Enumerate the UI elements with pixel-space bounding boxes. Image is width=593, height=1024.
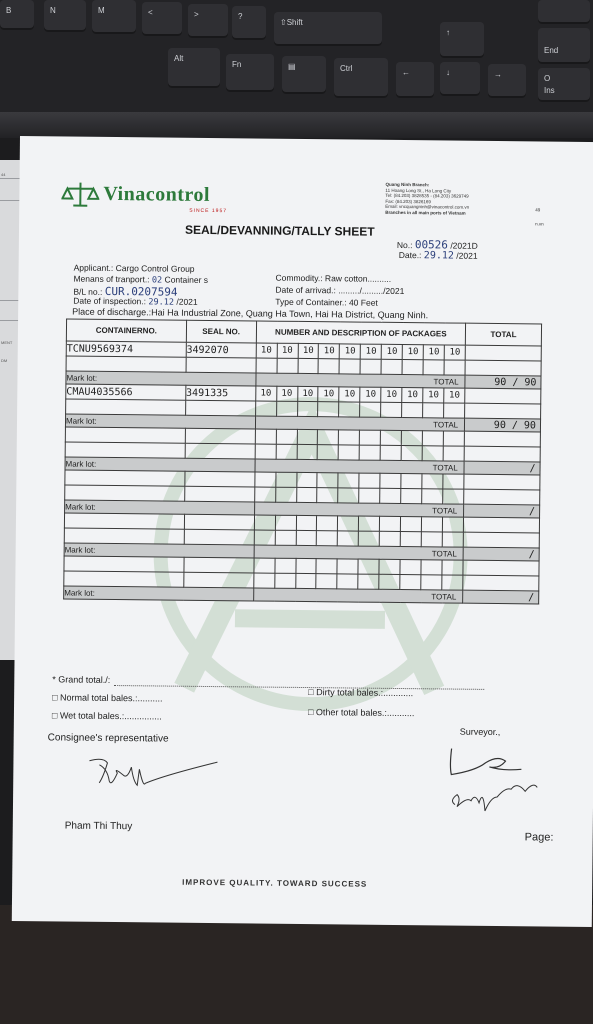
package-count [275, 472, 296, 487]
package-count [276, 429, 297, 444]
package-count [442, 560, 463, 575]
package-count [380, 473, 401, 488]
blank-cell [381, 402, 402, 417]
mark-lot-label: Mark lot: [65, 414, 255, 429]
package-count [296, 515, 317, 530]
blank-cell [359, 488, 380, 503]
blank-cell [64, 528, 184, 544]
header-container-no: CONTAINERNO. [66, 319, 186, 342]
date-label: Date.: [398, 249, 422, 261]
blank-cell [319, 359, 340, 374]
package-count: 10 [361, 344, 382, 359]
row-total: / [463, 590, 539, 604]
blank-cell [421, 575, 442, 590]
blank-cell [275, 487, 296, 502]
package-count [338, 516, 359, 531]
blank-cell [464, 489, 540, 505]
blank-cell [337, 574, 358, 589]
row-total: / [464, 461, 540, 475]
package-count [317, 473, 338, 488]
branch-line: Branches in all main ports of Vietnam [385, 209, 466, 216]
seal-number [185, 471, 255, 487]
key-b: B [0, 0, 34, 30]
total-label: TOTAL [256, 373, 466, 388]
blank-cell [339, 445, 360, 460]
wet-bales: □ Wet total bales.:............... [51, 710, 162, 722]
package-count: 10 [276, 386, 297, 401]
package-count [358, 559, 379, 574]
blank-cell [297, 444, 318, 459]
no-suffix: /2021D [450, 240, 478, 251]
package-count: 10 [297, 386, 318, 401]
blank-cell [253, 573, 274, 588]
container-number: TCNU9569374 [66, 341, 186, 357]
package-count [381, 430, 402, 445]
container-type: Type of Container.: 40 Feet [275, 296, 378, 308]
row-total: 90 / 90 [465, 375, 541, 389]
branch-info [385, 182, 469, 216]
package-count [421, 560, 442, 575]
strip-text: MENT [1, 340, 13, 345]
package-count: 10 [444, 388, 465, 403]
blank-cell [465, 360, 541, 376]
package-count: 10 [256, 343, 277, 358]
package-count [401, 474, 422, 489]
inspection-label: Date of inspection.: [73, 295, 147, 307]
package-count: 10 [340, 344, 361, 359]
package-count [402, 431, 423, 446]
blank-cell [465, 403, 541, 419]
consignee-representative: Consignee's representative [47, 732, 169, 745]
key-menu: ▤ [282, 56, 326, 94]
package-count [338, 473, 359, 488]
blank-cell [65, 485, 185, 501]
blank-cell [317, 531, 338, 546]
no-label: No.: [396, 239, 413, 251]
consignee-name: Pham Thi Thuy [64, 820, 133, 833]
package-count [360, 430, 381, 445]
seal-number [184, 557, 254, 573]
blank-cell [338, 488, 359, 503]
branch-line: Quang Ninh Branch: [385, 181, 430, 188]
branch-line: 11 Hoang Long St., Ha Long City [385, 187, 452, 194]
blank-cell [358, 574, 379, 589]
key-top-right [538, 0, 590, 24]
total-label: TOTAL [255, 416, 465, 431]
blank-cell [400, 575, 421, 590]
seal-number: 3491335 [185, 385, 255, 401]
page-label: Page: [524, 831, 554, 844]
brand-since: SINCE 1957 [189, 207, 228, 215]
row-total: 90 / 90 [465, 418, 541, 432]
blank-cell [256, 358, 277, 373]
blank-cell [275, 530, 296, 545]
blank-cell [380, 531, 401, 546]
package-count [317, 516, 338, 531]
container-number: CMAU4035566 [66, 384, 186, 400]
package-count [295, 558, 316, 573]
key-end: End [538, 28, 590, 64]
mark-lot-label: Mark lot: [64, 586, 254, 601]
blank-cell [443, 446, 464, 461]
key-comma: < [142, 2, 182, 36]
commodity: Commodity.: Raw cotton.......... [275, 272, 392, 284]
mark-lot-label: Mark lot: [66, 371, 256, 386]
mark-lot-label: Mark lot: [64, 543, 254, 558]
package-count [443, 474, 464, 489]
strip-text: 44 [1, 172, 6, 177]
package-count [337, 559, 358, 574]
package-count [380, 516, 401, 531]
normal-bales: □ Normal total bales.:.......... [52, 692, 163, 704]
applicant: Applicant.: Cargo Control Group [73, 262, 195, 274]
container-number [65, 427, 185, 443]
blank-cell [442, 532, 463, 547]
key-fn: Fn [226, 54, 274, 92]
blank-cell [401, 532, 422, 547]
blank-cell [277, 358, 298, 373]
blank-cell [360, 402, 381, 417]
blank-cell [276, 401, 297, 416]
key-n: N [44, 0, 86, 32]
total-label: TOTAL [253, 588, 463, 603]
row-total: / [463, 547, 539, 561]
package-count [318, 430, 339, 445]
row-extra-cell [464, 517, 540, 533]
package-count [422, 517, 443, 532]
date-suffix: /2021 [456, 250, 478, 261]
dirty-bales: □ Dirty total bales.:............ [308, 687, 414, 699]
blank-cell [66, 356, 186, 372]
other-bales: □ Other total bales.:........... [307, 707, 415, 719]
blank-cell [318, 402, 339, 417]
container-number [65, 470, 185, 486]
key-ins: O Ins [538, 68, 590, 102]
package-count: 10 [402, 388, 423, 403]
date-value: 29.12 [423, 250, 454, 262]
package-count [255, 429, 276, 444]
surveyor-label: Surveyor., [459, 726, 501, 738]
package-count [297, 429, 318, 444]
blank-cell [65, 442, 185, 458]
blank-cell [379, 574, 400, 589]
total-label: TOTAL [255, 459, 465, 474]
package-count [359, 516, 380, 531]
row-extra-cell [464, 474, 540, 490]
blank-cell [422, 489, 443, 504]
package-count [443, 431, 464, 446]
row-total: / [464, 504, 540, 518]
package-count: 10 [298, 343, 319, 358]
blank-cell [255, 401, 276, 416]
mark-lot-label: Mark lot: [65, 457, 255, 472]
total-label: TOTAL [254, 502, 464, 517]
package-count: 10 [318, 387, 339, 402]
package-count: 10 [319, 344, 340, 359]
package-count [254, 472, 275, 487]
inspection-value: 29.12 [148, 297, 175, 308]
arrival-date: Date of arrivad.: ........./........./2021 [275, 284, 405, 297]
seal-number [184, 514, 254, 530]
blank-cell [401, 446, 422, 461]
header-packages: NUMBER AND DESCRIPTION OF PACKAGES [256, 321, 466, 345]
means-label: Menans of tranport.: [73, 273, 150, 285]
row-extra-cell [465, 345, 541, 361]
blank-cell [380, 445, 401, 460]
blank-cell [316, 574, 337, 589]
side-note: 49 [535, 207, 541, 213]
row-extra-cell [464, 431, 540, 447]
blank-cell [423, 403, 444, 418]
blank-cell [296, 487, 317, 502]
key-period: > [188, 4, 228, 38]
blank-cell [297, 401, 318, 416]
package-count [422, 474, 443, 489]
blank-cell [338, 531, 359, 546]
grand-total: * Grand total./: [52, 674, 111, 685]
blank-cell [184, 486, 254, 502]
mark-lot-label: Mark lot: [65, 500, 255, 515]
tally-sheet-paper [12, 136, 593, 927]
key-arrow-up: ↑ [440, 22, 484, 58]
container-number [64, 556, 184, 572]
blank-cell [402, 403, 423, 418]
blank-cell [360, 359, 381, 374]
total-label: TOTAL [254, 545, 464, 560]
blank-cell [298, 358, 319, 373]
strip-text: DM [1, 358, 8, 363]
sheet-title: SEAL/DEVANNING/TALLY SHEET [184, 222, 375, 239]
seal-number [185, 428, 255, 444]
blank-cell [184, 529, 254, 545]
blank-cell [422, 446, 443, 461]
container-number [64, 513, 184, 529]
inspection-suffix: /2021 [176, 296, 198, 307]
package-count [275, 558, 296, 573]
package-count: 10 [382, 344, 403, 359]
package-count [254, 558, 275, 573]
key-slash: ? [232, 6, 266, 40]
blank-cell [360, 445, 381, 460]
blank-cell [186, 357, 256, 373]
blank-cell [463, 532, 539, 548]
package-count [296, 472, 317, 487]
package-count: 10 [444, 345, 465, 360]
key-shift: ⇧Shift [274, 12, 382, 46]
blank-cell [184, 572, 254, 588]
package-count: 10 [423, 345, 444, 360]
tally-table [63, 318, 542, 604]
key-ctrl: Ctrl [334, 58, 388, 98]
blank-cell [380, 488, 401, 503]
branch-line: Email: vncquangninh@vinacontrol.com.vn [385, 204, 470, 211]
blank-cell [359, 531, 380, 546]
side-note-2: n.vn [535, 221, 544, 227]
blank-cell [443, 489, 464, 504]
key-m: M [92, 0, 136, 34]
blank-cell [66, 399, 186, 415]
keyboard-edge [0, 112, 593, 138]
package-count [339, 430, 360, 445]
blank-cell [463, 575, 539, 591]
branch-line: Tel: (84.203) 3828535 - (84.203) 3629749 [385, 193, 469, 199]
package-count: 10 [255, 386, 276, 401]
package-count: 10 [423, 388, 444, 403]
blank-cell [276, 444, 297, 459]
means-suffix: Container s [164, 274, 209, 285]
blank-cell [442, 575, 463, 590]
package-count [254, 515, 275, 530]
brand-name: Vinacontrol [103, 182, 211, 206]
package-count [379, 559, 400, 574]
place-of-discharge: Place of discharge.:Hai Ha Industrial Zone, Quang Ha Town, Hai Ha District, Quang Ninh. [72, 306, 429, 321]
package-count [400, 560, 421, 575]
header-total: TOTAL [465, 323, 541, 346]
package-count [443, 517, 464, 532]
blank-cell [401, 489, 422, 504]
blank-cell [185, 443, 255, 459]
bl-value: CUR.0207594 [104, 284, 178, 299]
blank-cell [295, 573, 316, 588]
means-value: 02 [151, 275, 163, 286]
blank-cell [421, 532, 442, 547]
package-count: 10 [402, 345, 423, 360]
package-count: 10 [339, 387, 360, 402]
vinacontrol-scale-logo-icon [61, 180, 99, 208]
blank-cell [464, 446, 540, 462]
keyboard [0, 0, 593, 135]
blank-cell [185, 400, 255, 416]
seal-number: 3492070 [186, 342, 256, 358]
blank-cell [423, 360, 444, 375]
package-count [275, 515, 296, 530]
package-count [423, 431, 444, 446]
no-value: 00526 [414, 238, 449, 252]
blank-cell [274, 573, 295, 588]
row-extra-cell [465, 388, 541, 404]
blank-cell [254, 487, 275, 502]
blank-cell [402, 360, 423, 375]
blank-cell [64, 571, 184, 587]
package-count: 10 [360, 387, 381, 402]
package-count: 10 [381, 387, 402, 402]
bl-label: B/L no.: [73, 286, 103, 297]
branch-line: Fax: (84.203) 3826169 [385, 198, 431, 205]
blank-cell [296, 530, 317, 545]
header-seal-no: SEAL NO. [186, 320, 256, 343]
row-extra-cell [463, 560, 539, 576]
blank-cell [339, 359, 360, 374]
blank-cell [318, 445, 339, 460]
package-count [401, 517, 422, 532]
blank-cell [254, 530, 275, 545]
package-count: 10 [277, 343, 298, 358]
key-arrow-down: ↓ [440, 62, 480, 96]
key-arrow-left: ← [396, 62, 434, 98]
blank-cell [444, 403, 465, 418]
key-arrow-right: → [488, 64, 526, 98]
package-count [316, 559, 337, 574]
key-alt: Alt [168, 48, 220, 88]
package-count [359, 473, 380, 488]
blank-cell [444, 360, 465, 375]
blank-cell [381, 359, 402, 374]
slogan: IMPROVE QUALITY. TOWARD SUCCESS [182, 877, 368, 889]
sheet-date [399, 250, 478, 262]
consignee-signature-icon [83, 753, 223, 794]
surveyor-signature-icon [445, 740, 556, 821]
blank-cell [317, 488, 338, 503]
blank-cell [255, 444, 276, 459]
blank-cell [339, 402, 360, 417]
